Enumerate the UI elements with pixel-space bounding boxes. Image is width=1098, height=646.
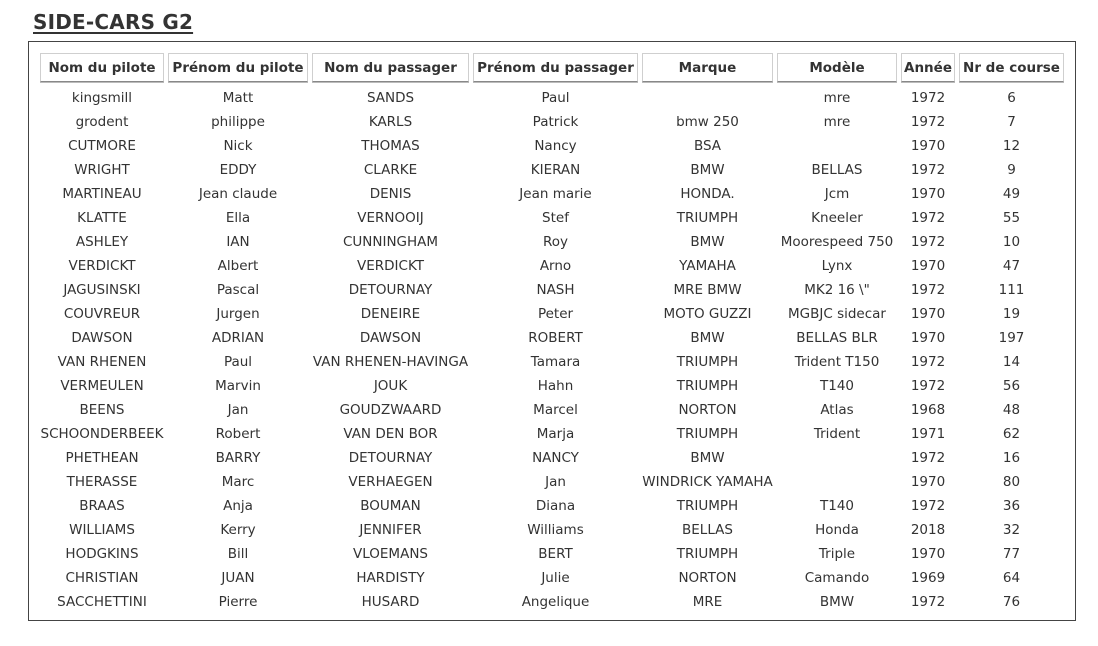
cell-prenom-du-pilote: Kerry	[220, 522, 256, 538]
results-table-container	[28, 41, 1076, 621]
table-row	[40, 110, 1064, 134]
table-row	[40, 254, 1064, 278]
cell-nom-du-passager: DETOURNAY	[348, 450, 433, 466]
cell-prenom-du-passager: KIERAN	[530, 162, 581, 178]
header-marque[interactable]: Marque	[642, 53, 773, 82]
cell-annee: 1972	[910, 378, 946, 394]
cell-prenom-du-pilote: Robert	[215, 426, 261, 442]
cell-prenom-du-pilote: BARRY	[215, 450, 261, 466]
cell-prenom-du-passager: NANCY	[532, 450, 579, 466]
cell-nom-du-passager: DENEIRE	[360, 306, 421, 322]
cell-nom-du-passager: BOUMAN	[360, 498, 421, 514]
table-row	[40, 542, 1064, 566]
cell-prenom-du-passager: Julie	[541, 570, 570, 586]
cell-nom-du-pilote: VERMEULEN	[60, 378, 144, 394]
cell-marque: BMW	[690, 450, 725, 466]
table-row	[40, 518, 1064, 542]
cell-nr-de-course: 77	[1002, 546, 1021, 562]
cell-annee: 1972	[910, 282, 946, 298]
cell-marque: BMW	[690, 330, 725, 346]
table-row	[40, 350, 1064, 374]
cell-nom-du-pilote: ASHLEY	[75, 234, 129, 250]
cell-nom-du-pilote: CUTMORE	[68, 138, 136, 154]
cell-nom-du-pilote: DAWSON	[71, 330, 133, 346]
cell-modele: Kneeler	[811, 210, 863, 226]
table-row	[40, 590, 1064, 614]
cell-modele: T140	[819, 378, 854, 394]
cell-modele: Camando	[804, 570, 870, 586]
cell-modele: Honda	[815, 522, 859, 538]
cell-annee: 1968	[910, 402, 946, 418]
cell-nr-de-course: 10	[1002, 234, 1021, 250]
cell-prenom-du-passager: Hahn	[537, 378, 574, 394]
cell-nom-du-passager: VERDICKT	[357, 258, 424, 274]
cell-nom-du-passager: DAWSON	[359, 330, 422, 346]
cell-annee: 1972	[910, 594, 946, 610]
cell-nom-du-passager: SANDS	[366, 90, 415, 106]
cell-prenom-du-pilote: EDDY	[219, 162, 257, 178]
cell-modele	[777, 446, 897, 470]
cell-annee: 1972	[910, 498, 946, 514]
cell-nr-de-course: 14	[1002, 354, 1021, 370]
table-row	[40, 182, 1064, 206]
cell-annee: 1972	[910, 210, 946, 226]
table-header	[40, 53, 1064, 82]
cell-annee: 1972	[910, 354, 946, 370]
cell-annee: 1970	[910, 258, 946, 274]
cell-prenom-du-pilote: IAN	[226, 234, 250, 250]
cell-prenom-du-passager: Patrick	[532, 114, 579, 130]
table-row	[40, 422, 1064, 446]
cell-nom-du-pilote: SCHOONDERBEEK	[40, 426, 164, 442]
cell-prenom-du-passager: Williams	[527, 522, 584, 538]
cell-annee: 1970	[910, 330, 946, 346]
cell-annee: 1971	[910, 426, 946, 442]
cell-nom-du-pilote: VERDICKT	[68, 258, 136, 274]
cell-modele: Atlas	[820, 402, 854, 418]
cell-nom-du-pilote: WRIGHT	[74, 162, 130, 178]
cell-prenom-du-pilote: ADRIAN	[211, 330, 265, 346]
cell-nr-de-course: 12	[1002, 138, 1021, 154]
cell-modele: Triple	[818, 546, 856, 562]
table-row	[40, 326, 1064, 350]
cell-prenom-du-pilote: JUAN	[221, 570, 255, 586]
cell-nr-de-course: 6	[1007, 90, 1016, 106]
header-nr-de-course[interactable]: Nr de course	[959, 53, 1064, 82]
cell-prenom-du-passager: Diana	[535, 498, 576, 514]
cell-modele: mre	[823, 114, 851, 130]
cell-marque: BSA	[693, 138, 722, 154]
cell-prenom-du-passager: Jan	[545, 474, 566, 490]
cell-modele: BELLAS	[811, 162, 863, 178]
cell-nr-de-course: 62	[1002, 426, 1021, 442]
cell-annee: 1970	[910, 474, 946, 490]
cell-marque: NORTON	[678, 570, 737, 586]
cell-prenom-du-pilote: Jurgen	[216, 306, 260, 322]
cell-marque: BELLAS	[682, 522, 733, 538]
cell-nr-de-course: 32	[1002, 522, 1021, 538]
cell-nr-de-course: 111	[998, 282, 1025, 298]
table-row	[40, 302, 1064, 326]
cell-prenom-du-pilote: Ella	[225, 210, 251, 226]
cell-nom-du-passager: CUNNINGHAM	[342, 234, 439, 250]
cell-marque: WINDRICK YAMAHA	[642, 474, 773, 490]
cell-modele: MK2 16 \"	[804, 282, 870, 298]
cell-annee: 2018	[910, 522, 946, 538]
table-row	[40, 134, 1064, 158]
cell-nom-du-passager: HUSARD	[361, 594, 420, 610]
cell-modele: Trident	[813, 426, 861, 442]
cell-modele: Jcm	[824, 186, 850, 202]
cell-prenom-du-passager: Paul	[541, 90, 570, 106]
cell-prenom-du-passager: Tamara	[530, 354, 581, 370]
header-prenom-du-pilote[interactable]: Prénom du pilote	[168, 53, 308, 82]
table-row	[40, 398, 1064, 422]
cell-prenom-du-pilote: Jean claude	[198, 186, 278, 202]
cell-annee: 1972	[910, 90, 946, 106]
results-table	[36, 53, 1068, 614]
cell-nr-de-course: 64	[1002, 570, 1021, 586]
cell-nr-de-course: 197	[998, 330, 1025, 346]
cell-nom-du-passager: THOMAS	[361, 138, 420, 154]
table-row	[40, 374, 1064, 398]
cell-prenom-du-pilote: Marvin	[215, 378, 261, 394]
cell-nom-du-passager: JOUK	[373, 378, 408, 394]
cell-prenom-du-passager: Stef	[542, 210, 569, 226]
cell-nom-du-pilote: PHETHEAN	[65, 450, 139, 466]
cell-nom-du-pilote: SACCHETTINI	[57, 594, 147, 610]
cell-marque: TRIUMPH	[676, 354, 739, 370]
cell-modele: mre	[823, 90, 851, 106]
cell-nom-du-pilote: BRAAS	[79, 498, 125, 514]
cell-nom-du-pilote: MARTINEAU	[62, 186, 142, 202]
cell-prenom-du-pilote: Jan	[227, 402, 249, 418]
header-row	[40, 53, 1064, 82]
cell-nr-de-course: 56	[1002, 378, 1021, 394]
cell-marque: BMW	[690, 162, 725, 178]
cell-nom-du-passager: VERNOOIJ	[357, 210, 424, 226]
cell-marque: NORTON	[678, 402, 737, 418]
table-row	[40, 566, 1064, 590]
cell-prenom-du-pilote: Anja	[223, 498, 253, 514]
cell-prenom-du-pilote: philippe	[211, 114, 265, 130]
cell-nom-du-pilote: WILLIAMS	[69, 522, 135, 538]
cell-prenom-du-pilote: Pascal	[216, 282, 260, 298]
cell-nom-du-passager: HARDISTY	[356, 570, 425, 586]
cell-prenom-du-passager: Marcel	[533, 402, 578, 418]
cell-nr-de-course: 36	[1002, 498, 1021, 514]
cell-nom-du-pilote: kingsmill	[71, 90, 133, 106]
table-row	[40, 206, 1064, 230]
cell-marque: TRIUMPH	[676, 378, 739, 394]
cell-modele: Moorespeed 750	[780, 234, 894, 250]
table-row	[40, 278, 1064, 302]
cell-annee: 1970	[910, 186, 946, 202]
cell-marque: MRE	[692, 594, 723, 610]
cell-prenom-du-passager: Arno	[539, 258, 572, 274]
cell-nr-de-course: 48	[1002, 402, 1021, 418]
cell-prenom-du-passager: Marja	[536, 426, 575, 442]
cell-nr-de-course: 19	[1002, 306, 1021, 322]
header-nom-du-passager[interactable]: Nom du passager	[312, 53, 469, 82]
cell-nom-du-pilote: JAGUSINSKI	[63, 282, 141, 298]
cell-nom-du-pilote: VAN RHENEN	[57, 354, 147, 370]
cell-annee: 1970	[910, 306, 946, 322]
cell-annee: 1972	[910, 162, 946, 178]
cell-prenom-du-pilote: Paul	[223, 354, 253, 370]
table-row	[40, 494, 1064, 518]
cell-modele: Trident T150	[794, 354, 880, 370]
header-modele[interactable]: Modèle	[777, 53, 897, 82]
cell-nom-du-passager: VLOEMANS	[353, 546, 428, 562]
cell-annee: 1970	[910, 138, 946, 154]
cell-prenom-du-passager: Nancy	[534, 138, 577, 154]
cell-nr-de-course: 16	[1002, 450, 1021, 466]
cell-prenom-du-passager: Jean marie	[519, 186, 592, 202]
cell-nr-de-course: 49	[1002, 186, 1021, 202]
cell-modele: BELLAS BLR	[796, 330, 878, 346]
table-row	[40, 158, 1064, 182]
cell-prenom-du-passager: BERT	[538, 546, 573, 562]
cell-nom-du-passager: VAN RHENEN-HAVINGA	[312, 354, 469, 370]
cell-nr-de-course: 7	[1007, 114, 1016, 130]
header-annee[interactable]: Année	[901, 53, 955, 82]
cell-prenom-du-passager: Angelique	[521, 594, 590, 610]
cell-annee: 1970	[910, 546, 946, 562]
cell-modele: Lynx	[821, 258, 853, 274]
cell-nom-du-pilote: grodent	[75, 114, 129, 130]
header-nom-du-pilote[interactable]: Nom du pilote	[40, 53, 164, 82]
cell-marque: MOTO GUZZI	[663, 306, 752, 322]
cell-nom-du-passager: GOUDZWAARD	[339, 402, 442, 418]
cell-annee: 1972	[910, 450, 946, 466]
cell-nom-du-passager: JENNIFER	[359, 522, 422, 538]
cell-nr-de-course: 80	[1002, 474, 1021, 490]
table-row	[40, 230, 1064, 254]
cell-marque: BMW	[690, 234, 725, 250]
cell-nom-du-passager: VERHAEGEN	[348, 474, 433, 490]
table-body	[40, 82, 1064, 614]
cell-nr-de-course: 76	[1002, 594, 1021, 610]
cell-prenom-du-pilote: Bill	[227, 546, 249, 562]
page-title: SIDE-CARS G2	[33, 10, 194, 34]
cell-modele	[777, 470, 897, 494]
cell-nom-du-passager: CLARKE	[363, 162, 418, 178]
cell-nom-du-pilote: KLATTE	[77, 210, 127, 226]
cell-nom-du-passager: DETOURNAY	[348, 282, 433, 298]
cell-annee: 1972	[910, 114, 946, 130]
cell-nom-du-pilote: HODGKINS	[65, 546, 139, 562]
cell-marque	[642, 82, 773, 110]
cell-nom-du-passager: KARLS	[368, 114, 413, 130]
cell-nom-du-pilote: COUVREUR	[63, 306, 141, 322]
cell-annee: 1972	[910, 234, 946, 250]
cell-modele: MGBJC sidecar	[788, 306, 886, 322]
cell-nr-de-course: 47	[1002, 258, 1021, 274]
table-row	[40, 82, 1064, 110]
cell-nr-de-course: 9	[1007, 162, 1016, 178]
table-row	[40, 446, 1064, 470]
cell-marque: TRIUMPH	[676, 498, 739, 514]
cell-prenom-du-passager: Roy	[542, 234, 569, 250]
cell-marque: bmw 250	[676, 114, 739, 130]
header-prenom-du-passager[interactable]: Prénom du passager	[473, 53, 638, 82]
cell-modele: BMW	[819, 594, 855, 610]
cell-marque: TRIUMPH	[676, 546, 739, 562]
cell-prenom-du-pilote: Pierre	[218, 594, 258, 610]
cell-prenom-du-pilote: Nick	[223, 138, 253, 154]
cell-marque: TRIUMPH	[676, 426, 739, 442]
cell-marque: YAMAHA	[679, 258, 736, 274]
cell-marque: HONDA.	[680, 186, 735, 202]
cell-prenom-du-pilote: Albert	[217, 258, 259, 274]
cell-nom-du-pilote: BEENS	[79, 402, 125, 418]
table-row	[40, 470, 1064, 494]
cell-nom-du-passager: VAN DEN BOR	[343, 426, 438, 442]
cell-nr-de-course: 55	[1002, 210, 1021, 226]
cell-modele	[777, 134, 897, 158]
cell-prenom-du-pilote: Matt	[222, 90, 254, 106]
cell-marque: MRE BMW	[673, 282, 742, 298]
cell-modele: T140	[819, 498, 854, 514]
cell-nom-du-pilote: THERASSE	[66, 474, 138, 490]
cell-annee: 1969	[910, 570, 946, 586]
cell-nom-du-passager: DENIS	[369, 186, 412, 202]
cell-prenom-du-pilote: Marc	[221, 474, 255, 490]
cell-prenom-du-passager: Peter	[537, 306, 574, 322]
cell-prenom-du-passager: ROBERT	[528, 330, 583, 346]
cell-prenom-du-passager: NASH	[536, 282, 575, 298]
cell-nom-du-pilote: CHRISTIAN	[65, 570, 139, 586]
cell-marque: TRIUMPH	[676, 210, 739, 226]
